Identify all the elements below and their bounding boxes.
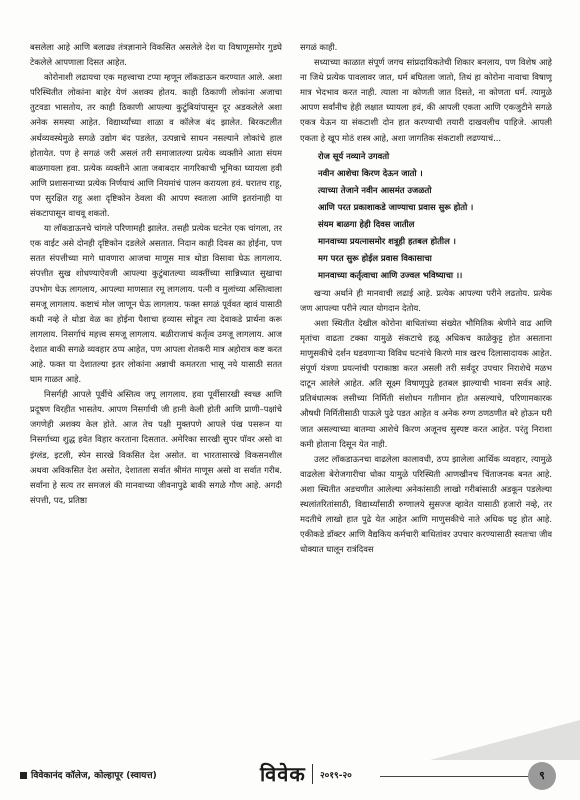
poem-line: संयम बाळगा हेही दिवस जातील (318, 218, 415, 229)
poem-line: आणि परत प्रकाशाकडे जाण्याचा प्रवास सुरू होतो । (318, 201, 474, 212)
right-paragraph-3: अशा स्थितीत देखील कोरोना बाधितांच्या संख्येत भौमितिक श्रेणीने वाढ आणि मृतांचा वाढता टक्का यामुळे संकटाचे हळू अधिकच काळेकुट्ट होत असताना माणुसकीचे दर्शन घडवणाऱ्या विविध घटनांचे किरणे मात्र खरच दिलासादायक आहेत. संपूर्ण यंत्रणा प्रयत्नांची पराकाष्ठा करत असली तरी सर्वदूर उपचार निराशेचे मळभ दाटून आलेले आहेत. अति सूक्ष्म विषाणूपुढे हतबल झाल्याची भावना सर्वत्र आहे. प्रतिबंधात्मक लसीच्या निर्मिती संशोधन गतीमान होत असल्याचे, परिणामकारक औषधी निर्मितीसाठी पाऊले पुढे पडत आहेत व अनेक रुग्ण ठणठणीत बरे होऊन घरी जात असल्याच्या बातम्या आशेचे किरण अजूनच सुस्पष्ट करत आहेत. परंतु निराशा कमी होताना दिसून येत नाही. (300, 317, 552, 449)
left-paragraph-4: निसर्गही आपले पूर्वीचे अस्तित्व जपू लागलाय. हवा पूर्वीसारखी स्वच्छ आणि प्रदूषण विरहीत भासतेय. आपण निसर्गाची जी हानी केली होती आणि प्राणी–पक्षांचे जगणेही अशक्य केल होते. आज तेच पक्षी मुक्तपणे आपले पंख पसरून या निसर्गाच्या शुद्ध हवेत विहार करताना दिसतात. अमेरिका सारखी सुपर पॉवर असो वा इंग्लंड, इटली, स्पेन सारखे विकसित देश असोत. वा भारतासारखे विकसनशील अथवा अविकसित देश असोत, देशातला सर्वात श्रीमंत माणूस असो वा सर्वात गरीब. सर्वांना हे सत्य तर समजलं की मानवाच्या जीवनापुढे बाकी सगळे गौण आहे. अगदी संपत्ती, पद, प्रतिष्ठा (30, 389, 282, 505)
poem-line: मानवाच्या प्रयत्नासमोर शत्रूही हतबल होतील । (318, 235, 456, 246)
right-paragraph-4: उलट लॉकडाऊनचा वाढलेला कालावधी, ठप्प झालेला आर्थिक व्यवहार, त्यामुळे वाढलेला बेरोजगारीचा धोका यामुळे परिस्थिती आणखीनच चिंताजनक बनत आहे. अशा स्थितीत अडचणीत आलेल्या अनेकांसाठी लाखो गरीबांसाठी अडकून पडलेल्या स्थलांतरितांसाठी, विद्यार्थ्यांसाठी रुग्णालये सुसज्ज व्हावेत यासाठी हजारो नव्हे, तर मदतीचे लाखो हात पुढे येत आहेत आणि माणुसकीचे नाते अधिक घट्ट होत आहे. एकीकडे डॉक्टर आणि वैद्यकिय कर्मचारी बाधितांवर उपचार करण्यासाठी स्वतःचा जीव धोक्यात घालून रात्रंदिवस (300, 453, 552, 555)
right-column (300, 40, 552, 750)
square-bullet-icon (20, 772, 27, 779)
left-paragraph-3: या लॉकडाऊनचे चांगले परिणामही झालेत. तसही प्रत्येक घटनेत एक चांगला, तर एक वाईट असे दोनही दृष्टिकोन दडलेले असतात. निदान काही दिवस का होईना, पण सतत संपत्तीच्या मागे धावणारा आजचा माणूस मात्र थोडा विसावा घेऊ लागलाय. संपत्तीत सुख शोधण्याऐवजी आपल्या कुटुंबातल्या व्यक्तींच्या सान्निध्यात सुखाचा उपभोग घेऊ लागलाय, आपल्या माणसात रमू लागलाय. पत्नी व मुलांच्या अस्तित्वाला समजू लागलाय. कष्टाचं मोल जाणून घेऊ लागलाय. फक्त सगळं पूर्ववत व्हावं यासाठी कधी नव्हे ते थोडा वेळ का होईना पैशाचा हव्यास सोडून त्या देवाकडे प्रार्थना करू लागलाय. निसर्गाचं महत्त्व समजू लागलाय. बळीराजाचं कर्तृत्व उमजू लागलाय. आज देशात बाकी सगळे व्यवहार ठप्प आहेत, पण आपला शेतकरी मात्र अहोरात्र कष्ट करत आहे. फक्त या देशातल्या इतर लोकांना अन्नाची कमतरता भासू नये यासाठी सतत घाम गाळत आहे. (30, 223, 282, 385)
college-name: विवेकानंद कॉलेज, कोल्हापूर (स्वायत्त) (31, 771, 157, 781)
right-paragraph-2: खऱ्या अर्थाने ही मानवाची लढाई आहे. प्रत्येक आपल्या परीने लढतोय. प्रत्येक जण आपल्या परीने त्यात योगदान देतोय. (300, 287, 552, 313)
poem-line: मग परत सुरू होईल प्रवास विकासाचा (318, 252, 432, 263)
left-paragraph-1: बसलेला आहे आणि बलाढ्य तंत्रज्ञानाने विकसित असलेले देश या विषाणूसमोर गुडघे टेकलेले आपणाला दिसत आहेत. (30, 42, 282, 68)
footer-separator (312, 764, 313, 784)
poem-line: मानवाच्या कर्तृत्वाचा आणि उज्वल भविष्याचा ।। (318, 269, 463, 280)
poem (300, 148, 552, 284)
right-intro: सगळं काही. (300, 42, 338, 52)
poem-line: त्याच्या तेजाने नवीन आसमंत उजळतो (318, 184, 432, 195)
footer-rule (380, 776, 530, 777)
right-paragraph-1: सध्याच्या काळात संपूर्ण जगच सांप्रदायिकतेची शिकार बनलाय, पण विशेष आहे ना जिथे प्रत्येक पावलावर जात, धर्म बघितला जातो, तिथं हा कोरोना नावाचा विषाणू मात्र भेदभाव करत नाही. त्याला ना कोणती जात दिसते, ना कोणता धर्म. त्यामुळे आपण सर्वांनीच हेही लक्षात घ्यायला हवं, की आपली एकता आणि एकजुटीने सगळे एकत्र येऊन या संकटाशी दोन हात करण्याची तयारी दाखवलीच पाहिजे. आपली एकता हे खूप मोठं शस्त्र आहे, अशा जागतिक संकटाशी लढण्याचं... (300, 57, 552, 143)
poem-line: रोज सूर्य नव्याने उगवतो (318, 150, 390, 161)
magazine-logo: विवेक (260, 762, 306, 786)
page-footer (0, 758, 580, 800)
footer-year: २०१९-२० (320, 771, 352, 781)
footer-college (20, 768, 157, 781)
left-column (30, 40, 282, 750)
corner-decoration (430, 720, 580, 760)
left-paragraph-2: कोरोनाशी लढायचा एक महत्त्वाचा टप्पा म्हणून लॉकडाऊन करण्यात आले. अशा परिस्थितीत लोकांना बाहेर येणं अशक्य होतय. काही ठिकाणी लोकांना अजाचा तुटवडा भासतोय, तर काही ठिकाणी आपल्या कुटुंबियांपासून दूर अडकलेले अशा अनेक समस्या आहेत. विद्यार्थ्यांच्या शाळा व कॉलेज बंद झालेत. बिरकटलीत अर्थव्यवस्थेमुळे सगळे उद्योग बंद पडलेत, उत्पन्नाचे साधन नसल्याने लोकांचे हाल होतायेत. पण हे सगळं जरी असलं तरी समाजातल्या प्रत्येक व्यक्तीने आता संयम बाळगायला हवा. प्रत्येक व्यक्तीने आता जबाबदार नागरिकाची भूमिका घ्यायला हवी आणि प्रशासनाच्या प्रत्येक निर्णयाचं आणि नियमांचं पालन करायला हवं. घरातच राहू, पण सुरक्षित राहू अशा दृष्टिकोन ठेवला की आपण स्वतःला आणि इतरांनाही या संकटापासून वाचवू शकतो. (30, 72, 282, 219)
page-number: ९ (528, 762, 556, 790)
poem-line: नवीन आशेचा किरण देऊन जातो । (318, 167, 423, 178)
